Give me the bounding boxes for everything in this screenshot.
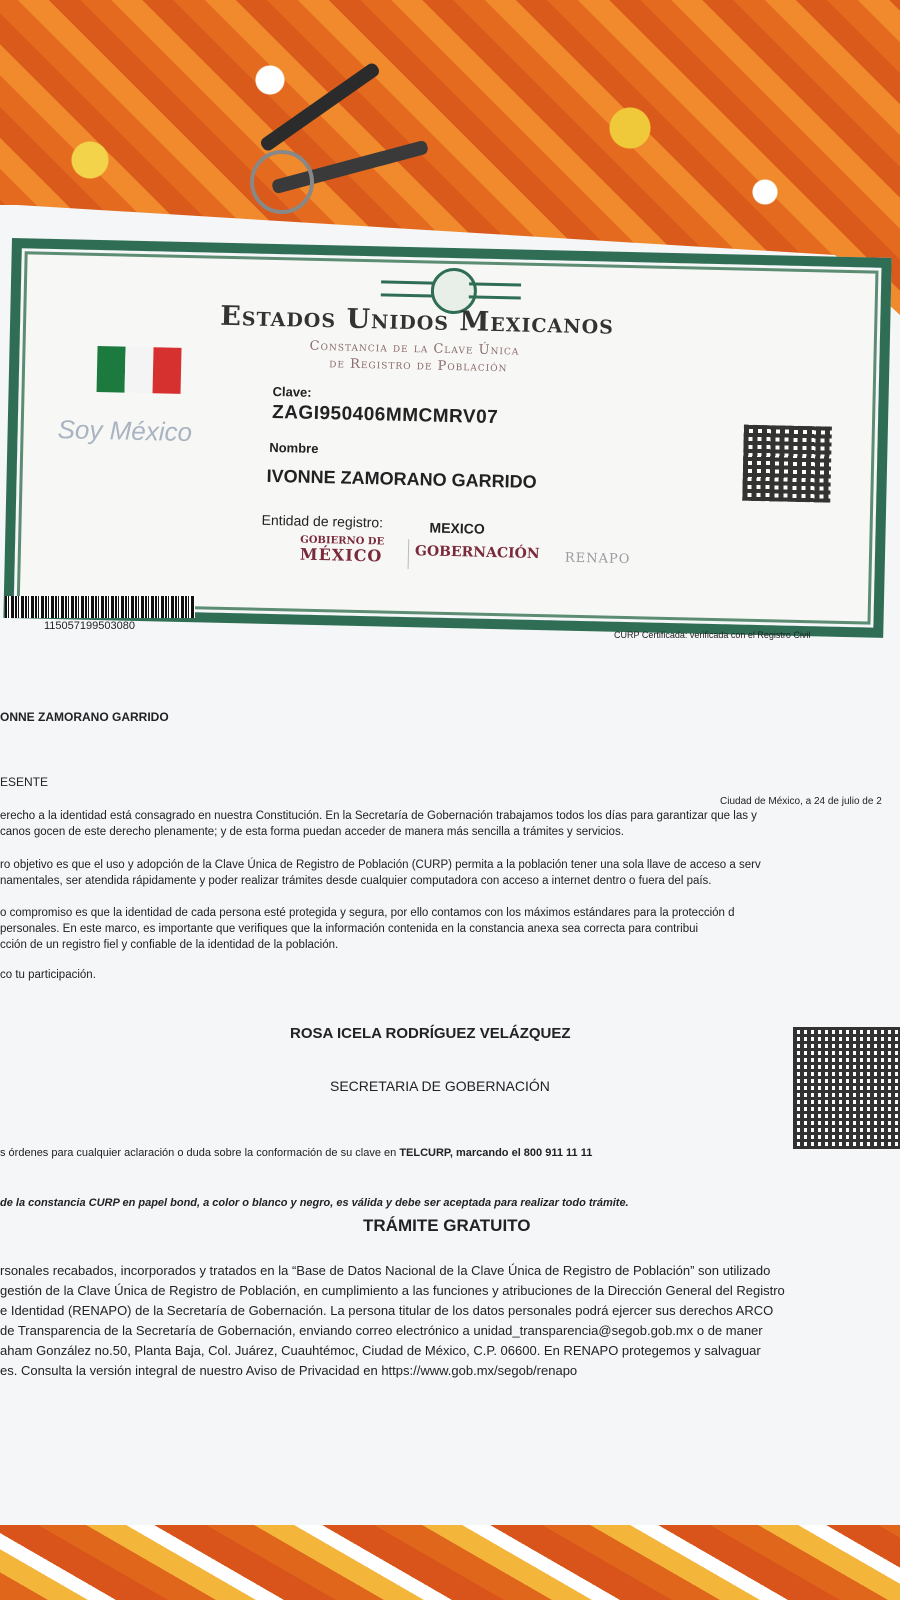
telcurp-prefix: s órdenes para cualquier aclaración o duda sobre la conformación de su clave en [0,1147,397,1159]
privacy-line-2: gestión de la Clave Única de Registro de Población, en cumplimiento a las funciones y atribuciones de la Dirección General del Registro [0,1283,785,1298]
key-icon [259,61,382,153]
gobierno-logo-top: GOBIERNO DE [300,534,385,548]
qr-code-icon [793,1027,900,1149]
fabric-background-bottom [0,1525,900,1600]
entidad-label: Entidad de registro: [261,511,384,531]
tramite-gratuito: TRÁMITE GRATUITO [363,1216,531,1235]
recipient-name: ONNE ZAMORANO GARRIDO [0,710,169,724]
privacy-line-3: e Identidad (RENAPO) de la Secretaría de Gobernación. La persona titular de los datos personales podrá ejercer sus derechos ARCO [0,1303,774,1318]
entidad-value: MEXICO [429,519,485,537]
keyring-icon [250,150,314,214]
paragraph-3-line-3: cción de un registro fiel y confiable de la identidad de la población. [0,939,339,951]
paragraph-3-line-2: personales. En este marco, es importante que verifiques que la información contenida en la constancia anexa sea correcta para contribui [0,923,699,935]
keys-image [230,40,430,220]
gobernacion-logo: GOBERNACIÓN [414,543,540,563]
barcode-icon [5,596,195,618]
certificate-title: Estados Unidos Mexicanos [219,300,615,341]
telcurp-line [0,1147,592,1159]
soy-mexico-slogan: Soy México [57,414,193,448]
paragraph-2-line-1: ro objetivo es que el uso y adopción de la Clave Única de Registro de Población (CURP) permita a la población tener una sola llave de acceso a serv [0,859,761,871]
clave-value: ZAGI950406MMCMRV07 [271,401,499,429]
paragraph-2-line-2: namentales, ser atendida rápidamente y poder realizar trámites desde cualquier computadora con acceso a internet dentro o fuera del país. [0,875,712,887]
paragraph-3-line-1: o compromiso es que la identidad de cada persona esté protegida y segura, por ello contamos con los máximos estándares para la protección d [0,907,735,919]
privacy-line-5: aham González no.50, Planta Baja, Col. Juárez, Cuauhtémoc, Ciudad de México, C.P. 06600. En RENAPO protegemos y salvaguar [0,1343,761,1358]
paragraph-1-line-2: canos gocen de este derecho plenamente; y de esta forma puedan acceder de manera más sencilla a trámites y servicios. [0,826,624,838]
paragraph-1-line-1: erecho a la identidad está consagrado en nuestra Constitución. En la Secretaría de Gobernación trabajamos todos los días para garantizar que las y [0,810,757,822]
barcode-number: 115057199503080 [44,620,135,632]
nombre-value: IVONNE ZAMORANO GARRIDO [266,465,537,492]
clave-label: Clave: [272,383,312,400]
privacy-line-1: rsonales recabados, incorporados y tratados en la “Base de Datos Nacional de la Clave Única de Registro de Población” son utilizado [0,1263,771,1278]
validity-note: de la constancia CURP en papel bond, a color o blanco y negro, es válida y debe ser aceptada para realizar todo trámite. [0,1197,629,1209]
presente-label: ESENTE [0,775,49,789]
curp-certified-note: CURP Certificada: verificada con el Registro Civil [614,630,811,640]
closing-line: co tu participación. [0,969,96,981]
signer-name: ROSA ICELA RODRÍGUEZ VELÁZQUEZ [290,1025,571,1042]
government-logos [259,534,660,583]
certificate-subtitle-2: de Registro de Población [329,356,508,376]
signer-title: SECRETARIA DE GOBERNACIÓN [330,1078,550,1094]
mexico-flag-icon [97,346,182,394]
gobierno-logo-bottom: MÉXICO [299,544,383,566]
telcurp-number: TELCURP, marcando el 800 911 11 11 [399,1147,593,1159]
certificate-subtitle-1: Constancia de la Clave Única [309,338,520,359]
privacy-line-6: es. Consulta la versión integral de nuestro Aviso de Privacidad en https://www.gob.mx/segob/renapo [0,1363,578,1378]
renapo-logo: RENAPO [564,550,631,568]
nombre-label: Nombre [269,439,319,457]
curp-certificate-box [3,238,891,638]
gobierno-de-mexico-logo [300,535,385,565]
privacy-line-4: de Transparencia de la Secretaría de Gobernación, enviando correo electrónico a unidad_transparencia@segob.gob.mx o de maner [0,1323,763,1338]
qr-code-icon [742,425,832,503]
place-date: Ciudad de México, a 24 de julio de 2 [720,796,882,807]
